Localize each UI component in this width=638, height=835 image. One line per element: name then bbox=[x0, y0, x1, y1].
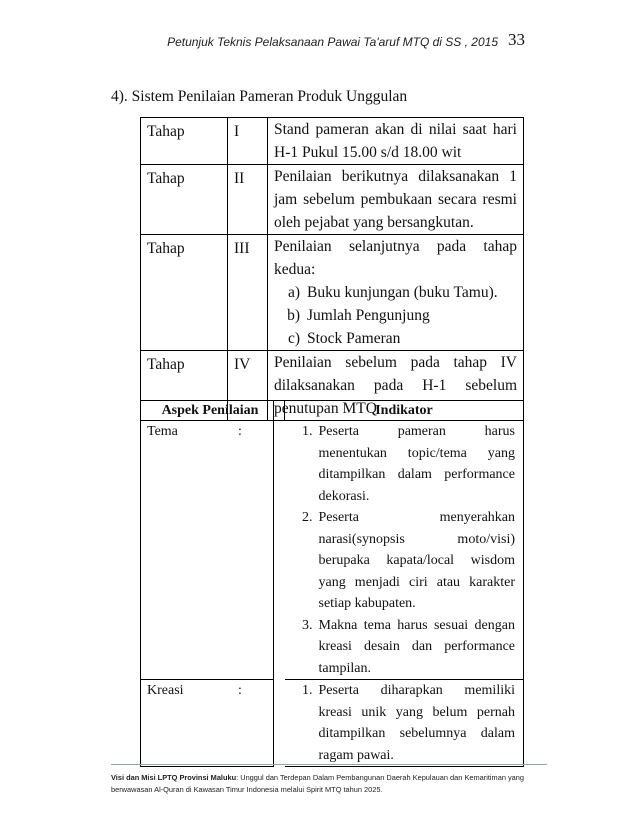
stage-description: Penilaian berikutnya dilaksanakan 1 jam sebelum pembukaan secara resmi oleh pejabat yang bersangkutan. bbox=[268, 165, 524, 235]
footer-divider bbox=[111, 764, 547, 765]
indicator-number: 1. bbox=[302, 424, 313, 439]
row-spacer bbox=[274, 680, 285, 767]
table-row bbox=[141, 235, 524, 351]
indicator-cell bbox=[285, 421, 524, 680]
list-item bbox=[285, 615, 516, 680]
stage-label: Tahap bbox=[141, 235, 228, 351]
table-header-row bbox=[141, 401, 524, 421]
list-item bbox=[274, 281, 517, 304]
list-item bbox=[285, 421, 516, 507]
list-item bbox=[274, 327, 517, 350]
indicator-text: Peserta pameran harus menentukan topic/tema yang ditampilkan dalam performance dekorasi. bbox=[318, 424, 515, 504]
stage-numeral: IV bbox=[228, 351, 268, 421]
stage-numeral: III bbox=[228, 235, 268, 351]
stage-description: Penilaian sebelum pada tahap IV dilaksanakan pada H-1 sebelum penutupan MTQ bbox=[268, 351, 524, 421]
table-row bbox=[141, 165, 524, 235]
header-spacer bbox=[274, 401, 285, 421]
row-spacer bbox=[274, 421, 285, 680]
stage-label: Tahap bbox=[141, 118, 228, 165]
stage-numeral: II bbox=[228, 165, 268, 235]
header-title: Petunjuk Teknis Pelaksanaan Pawai Ta'aruf MTQ di SS , 2015 bbox=[167, 35, 498, 49]
indicator-text: Peserta menyerahkan narasi(synopsis moto/visi) berupaka kapata/local wisdom yang menjadi ciri atau karakter setiap kabupaten. bbox=[318, 510, 515, 611]
indicator-number: 2. bbox=[302, 510, 313, 525]
subitem-text: Buku kunjungan (buku Tamu). bbox=[307, 284, 498, 301]
criteria-table bbox=[140, 400, 524, 767]
aspect-name: Kreasi bbox=[141, 680, 208, 767]
indicator-number: 1. bbox=[302, 683, 313, 698]
aspect-colon: : bbox=[207, 421, 274, 680]
section-heading: 4). Sistem Penilaian Pameran Produk Unggulan bbox=[111, 88, 408, 105]
list-item bbox=[285, 680, 516, 766]
stages-table bbox=[140, 117, 524, 421]
stage-description: Penilaian selanjutnya pada tahap kedua: bbox=[274, 238, 517, 278]
list-item bbox=[274, 304, 517, 327]
table-row bbox=[141, 118, 524, 165]
subitem-mark: c) bbox=[287, 330, 300, 347]
table-row bbox=[141, 421, 524, 680]
indicator-header: Indikator bbox=[285, 401, 524, 421]
indicator-number: 3. bbox=[302, 617, 313, 633]
aspect-header: Aspek Penilaian bbox=[141, 401, 274, 421]
page-header bbox=[0, 28, 638, 58]
indicator-cell bbox=[285, 680, 524, 767]
footer-text: : Unggul dan Terdepan Dalam Pembangunan Daerah Kepulauan dan Kemaritiman yang berwawasan Al-Quran di Kawasan Timur Indonesia melalui Spirit MTQ tahun 2025. bbox=[111, 773, 525, 794]
stage-label: Tahap bbox=[141, 165, 228, 235]
indicator-text: Makna tema harus sesuai dengan kreasi desain dan performance tampilan. bbox=[318, 617, 515, 676]
subitem-text: Jumlah Pengunjung bbox=[307, 307, 430, 324]
stage-cell bbox=[268, 235, 524, 351]
page-number: 33 bbox=[508, 30, 525, 49]
aspect-colon: : bbox=[207, 680, 274, 767]
subitem-mark: b) bbox=[287, 307, 300, 324]
stage-label: Tahap bbox=[141, 351, 228, 421]
table-row bbox=[141, 680, 524, 767]
list-item bbox=[285, 507, 516, 615]
subitem-text: Stock Pameran bbox=[307, 330, 401, 347]
aspect-name: Tema bbox=[141, 421, 208, 680]
subitem-mark: a) bbox=[287, 284, 300, 301]
stage-numeral: I bbox=[228, 118, 268, 165]
page-footer bbox=[111, 772, 551, 796]
stage-description: Stand pameran akan di nilai saat hari H-1 Pukul 15.00 s/d 18.00 wit bbox=[268, 118, 524, 165]
indicator-text: Peserta diharapkan memiliki kreasi unik yang belum pernah ditampilkan sebelumnya dalam ragam pawai. bbox=[318, 683, 515, 763]
footer-bold: Visi dan Misi LPTQ Provinsi Maluku bbox=[111, 773, 237, 782]
